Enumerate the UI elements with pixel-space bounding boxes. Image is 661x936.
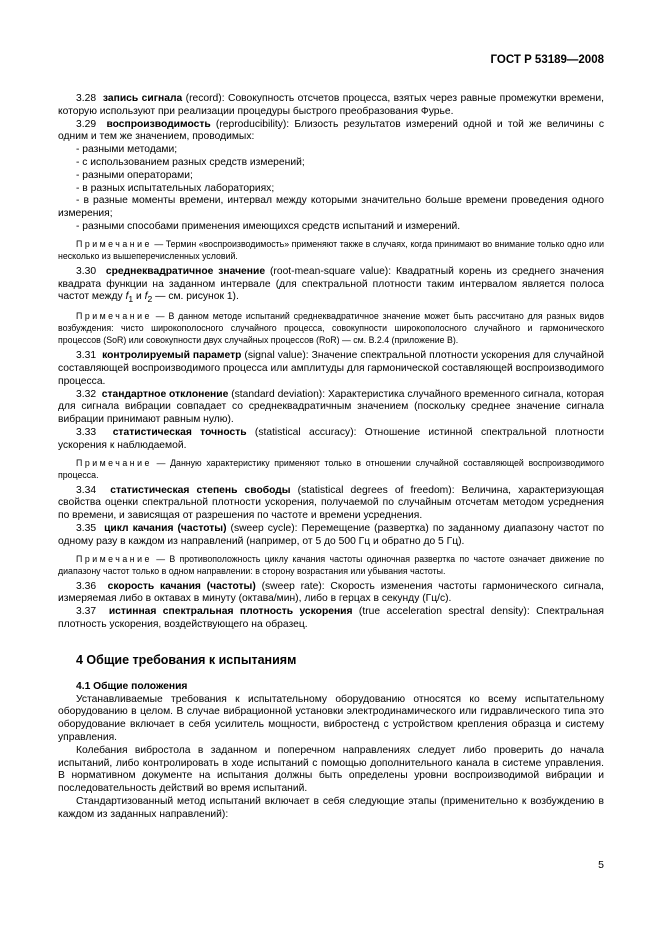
note-3-29: Примечание — Термин «воспроизводимость» применяют также в случаях, когда принимают во внимание только одно или несколько из вышеперечисленных условий.: [58, 238, 604, 261]
standard-code: ГОСТ Р 53189—2008: [490, 54, 604, 66]
term-3-33: 3.33 статистическая точность (statistical accuracy): Отношение истинной спектральной плотности ускорения к наблюдаемой.: [58, 426, 605, 451]
list-item: - в разных испытательных лабораториях;: [76, 182, 275, 194]
subsection-4-1-title: 4.1 Общие положения: [76, 680, 188, 692]
term-3-31: 3.31 контролируемый параметр (signal value): Значение спектральной плотности ускорения для случайной составляющей воспроизводимого процесса или амплитуды для гармонической составляющей воспроизводимого процесса.: [58, 350, 604, 387]
term-3-28: 3.28 запись сигнала (record): Совокупность отсчетов процесса, взятых через равные промежутки времени, которую используют при реализации процедуры быстрого преобразования Фурье.: [58, 93, 604, 117]
list-item: - разными операторами;: [76, 169, 193, 181]
document-page: [58, 54, 604, 822]
term-3-30: 3.30 среднеквадратичное значение (root-mean-square value): Квадратный корень из среднего значения квадрата функции на заданном интервале (для спектральной плотности таким интервалом является полоса частот между $f_1$ и $f_2$ — см. рисунок 1).: [58, 265, 604, 305]
term-3-36: 3.36 скорость качания (частоты) (sweep rate): Скорость изменения частоты гармонического сигнала, измеряемая либо в октавах в минуту (октава/мин), либо в герцах в секунду (Гц/с).: [58, 580, 604, 605]
list-item: - в разные моменты времени, интервал между которыми значительно больше времени проведения одного измерения;: [58, 195, 604, 220]
note-3-30: Примечание — В данном методе испытаний среднеквадратичное значение может быть рассчитано для разных видов возбуждения: чисто широкополосного случайного процесса, совокупности широкополосного случайного и гармонического процессов (SoR) или совокупности двух случайных процессов (RoR) — см. В.2.4 (приложение В).: [58, 311, 604, 346]
paragraph: Устанавливаемые требования к испытательному оборудованию относятся ко всему испытательному оборудованию в целом. В случае вибрационной установки электродинамического или гидравлического типа это оборудование включает в себя усилитель мощности, вибростенд с устройством крепления образца и систему управления.: [58, 693, 604, 743]
term-3-34: 3.34 статистическая степень свободы (statistical degrees of freedom): Величина, характеризующая свойства оценки спектральной плотности ускорения, получаемой по случайным отсчетам методом усреднения по времени, и зависящая от разрешения по частоте и времени усреднения.: [58, 484, 605, 522]
term-3-29: 3.29 воспроизводимость (reproducibility): Близость результатов измерений одной и той же величины с одним и тем же значением, проводимых:: [58, 118, 604, 143]
page-number: 5: [598, 859, 604, 871]
term-3-32: 3.32 стандартное отклонение (standard deviation): Характеристика случайного временного сигнала, которая для сигнала вибрации совпадает со среднеквадратичным значением (поскольку среднее значение сигнала вибрации принимают равным нулю).: [58, 388, 604, 426]
term-3-35: 3.35 цикл качания (частоты) (sweep cycle): Перемещение (развертка) по заданному диапазону частот по одному разу в каждом из направлений (например, от 5 до 500 Гц и обратно до 5 Гц).: [58, 522, 604, 547]
list-item: - разными способами применения имеющихся средств испытаний и измерений.: [76, 220, 461, 232]
note-3-33: Примечание — Данную характеристику применяют только в отношении случайной составляющей воспроизводимого процесса.: [58, 457, 604, 480]
list-item: - разными методами;: [76, 144, 178, 156]
section-4-title: 4 Общие требования к испытаниям: [76, 652, 297, 667]
note-3-35: Примечание — В противоположность циклу качания частоты одиночная развертка по частоте означает движение по диапазону частот только в одном направлении: в сторону возрастания или убывания частоты.: [58, 553, 604, 576]
paragraph: Колебания вибростола в заданном и поперечном направлениях следует либо проверить до начала испытаний, либо контролировать в ходе испытаний с помощью дополнительного канала в системе управления. В нормативном документе на испытания должны быть определены уровни воспроизводимой вибрации и последовательность действий во время испытаний.: [58, 744, 604, 795]
term-3-37: 3.37 истинная спектральная плотность ускорения (true acceleration spectral density): Спектральная плотность ускорения, воздействующего на образец.: [58, 606, 604, 630]
list-item: - с использованием разных средств измерений;: [76, 156, 305, 168]
paragraph: Стандартизованный метод испытаний включает в себя следующие этапы (применительно к возбуждению в каждом из заданных направлений):: [58, 795, 604, 820]
